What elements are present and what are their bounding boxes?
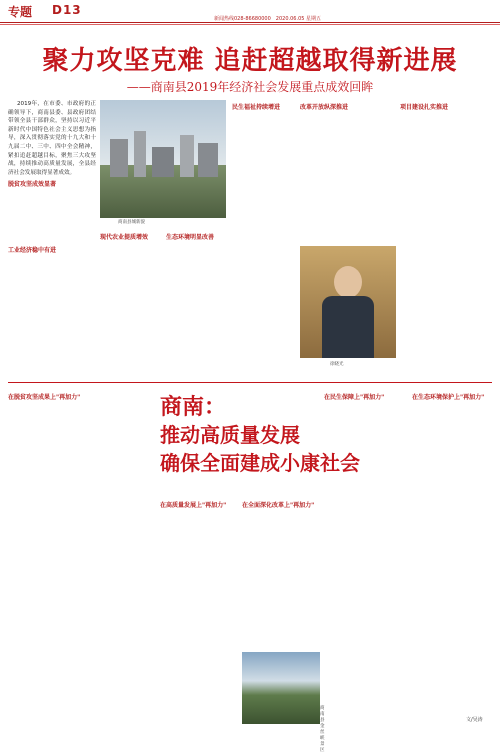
header-rule [0,22,500,23]
top-portrait-caption: 徐晓光 [330,362,344,367]
top-subhead-2: 工业经济稳中有进 [8,247,57,255]
page-number: D13 [52,3,82,17]
top-column-3 [166,230,228,378]
top-photo-portrait [300,246,396,358]
top-photo-caption: 商南县城新貌 [118,220,145,225]
bottom-title-line1: 商南： [160,394,227,420]
bottom-column-5 [412,390,492,714]
bottom-column-1 [8,390,156,724]
top-column-5 [300,100,396,240]
top-subhead-4: 生态环境明显改善 [166,234,215,241]
top-column-1 [8,100,96,378]
bottom-photo-scenery [242,652,320,724]
top-subheadline: ——商南县2019年经济社会发展重点成效回眸 [126,80,374,94]
body-text-block [8,191,96,243]
mid-divider [8,382,492,383]
bottom-column-3 [242,498,320,648]
top-subhead-7: 项目建设扎实推进 [400,104,449,111]
page-header [0,0,500,28]
top-column-6 [400,100,492,378]
bottom-subhead-4: 在民生保障上"再加力" [324,394,385,401]
bottom-byline: 文/吴涛 [466,717,483,723]
bottom-subhead-5: 在生态环境保护上"再加力" [412,394,485,401]
bottom-subhead-1: 在脱贫攻坚成果上"再加力" [8,394,81,401]
top-photo-city [100,100,226,218]
bottom-column-2 [160,498,238,724]
bottom-column-4 [324,390,408,724]
bottom-title-line2: 推动高质量发展 [160,423,300,447]
bottom-title-line3: 确保全面建成小康社会 [160,451,360,475]
header-info: 新闻热线028-86680000 2020.06.05 星期五 [214,16,322,22]
top-subhead-6: 改革开放纵深推进 [300,104,349,111]
top-headline: 聚力攻坚克难 追赶超越取得新进展 [42,46,458,76]
top-subhead-1: 脱贫攻坚成效显著 [8,181,57,189]
bottom-subhead-3: 在全面深化改革上"再加力" [242,502,315,509]
header-rule-secondary [0,24,500,25]
bottom-subhead-2: 在高质量发展上"再加力" [160,502,227,509]
top-lead-paragraph: 2019年，在市委、市政府的正确领导下，商南县委、县政府团结带领全县干部群众，坚持以习近平新时代中国特色社会主义思想为指导，深入贯彻落实党的十九大和十九届二中、三中、四中全会精神，紧扣追赶超越目标，聚焦三大攻坚战，持续推动高质量发展，全县经济社会发展取得显著成效。 [8,101,96,176]
top-subhead-5: 民生福祉持续增进 [232,104,281,111]
top-subhead-3: 现代农业提质增效 [100,234,149,241]
top-column-4 [232,100,296,378]
section-label: 专题 [8,5,33,19]
top-column-2 [100,230,162,378]
